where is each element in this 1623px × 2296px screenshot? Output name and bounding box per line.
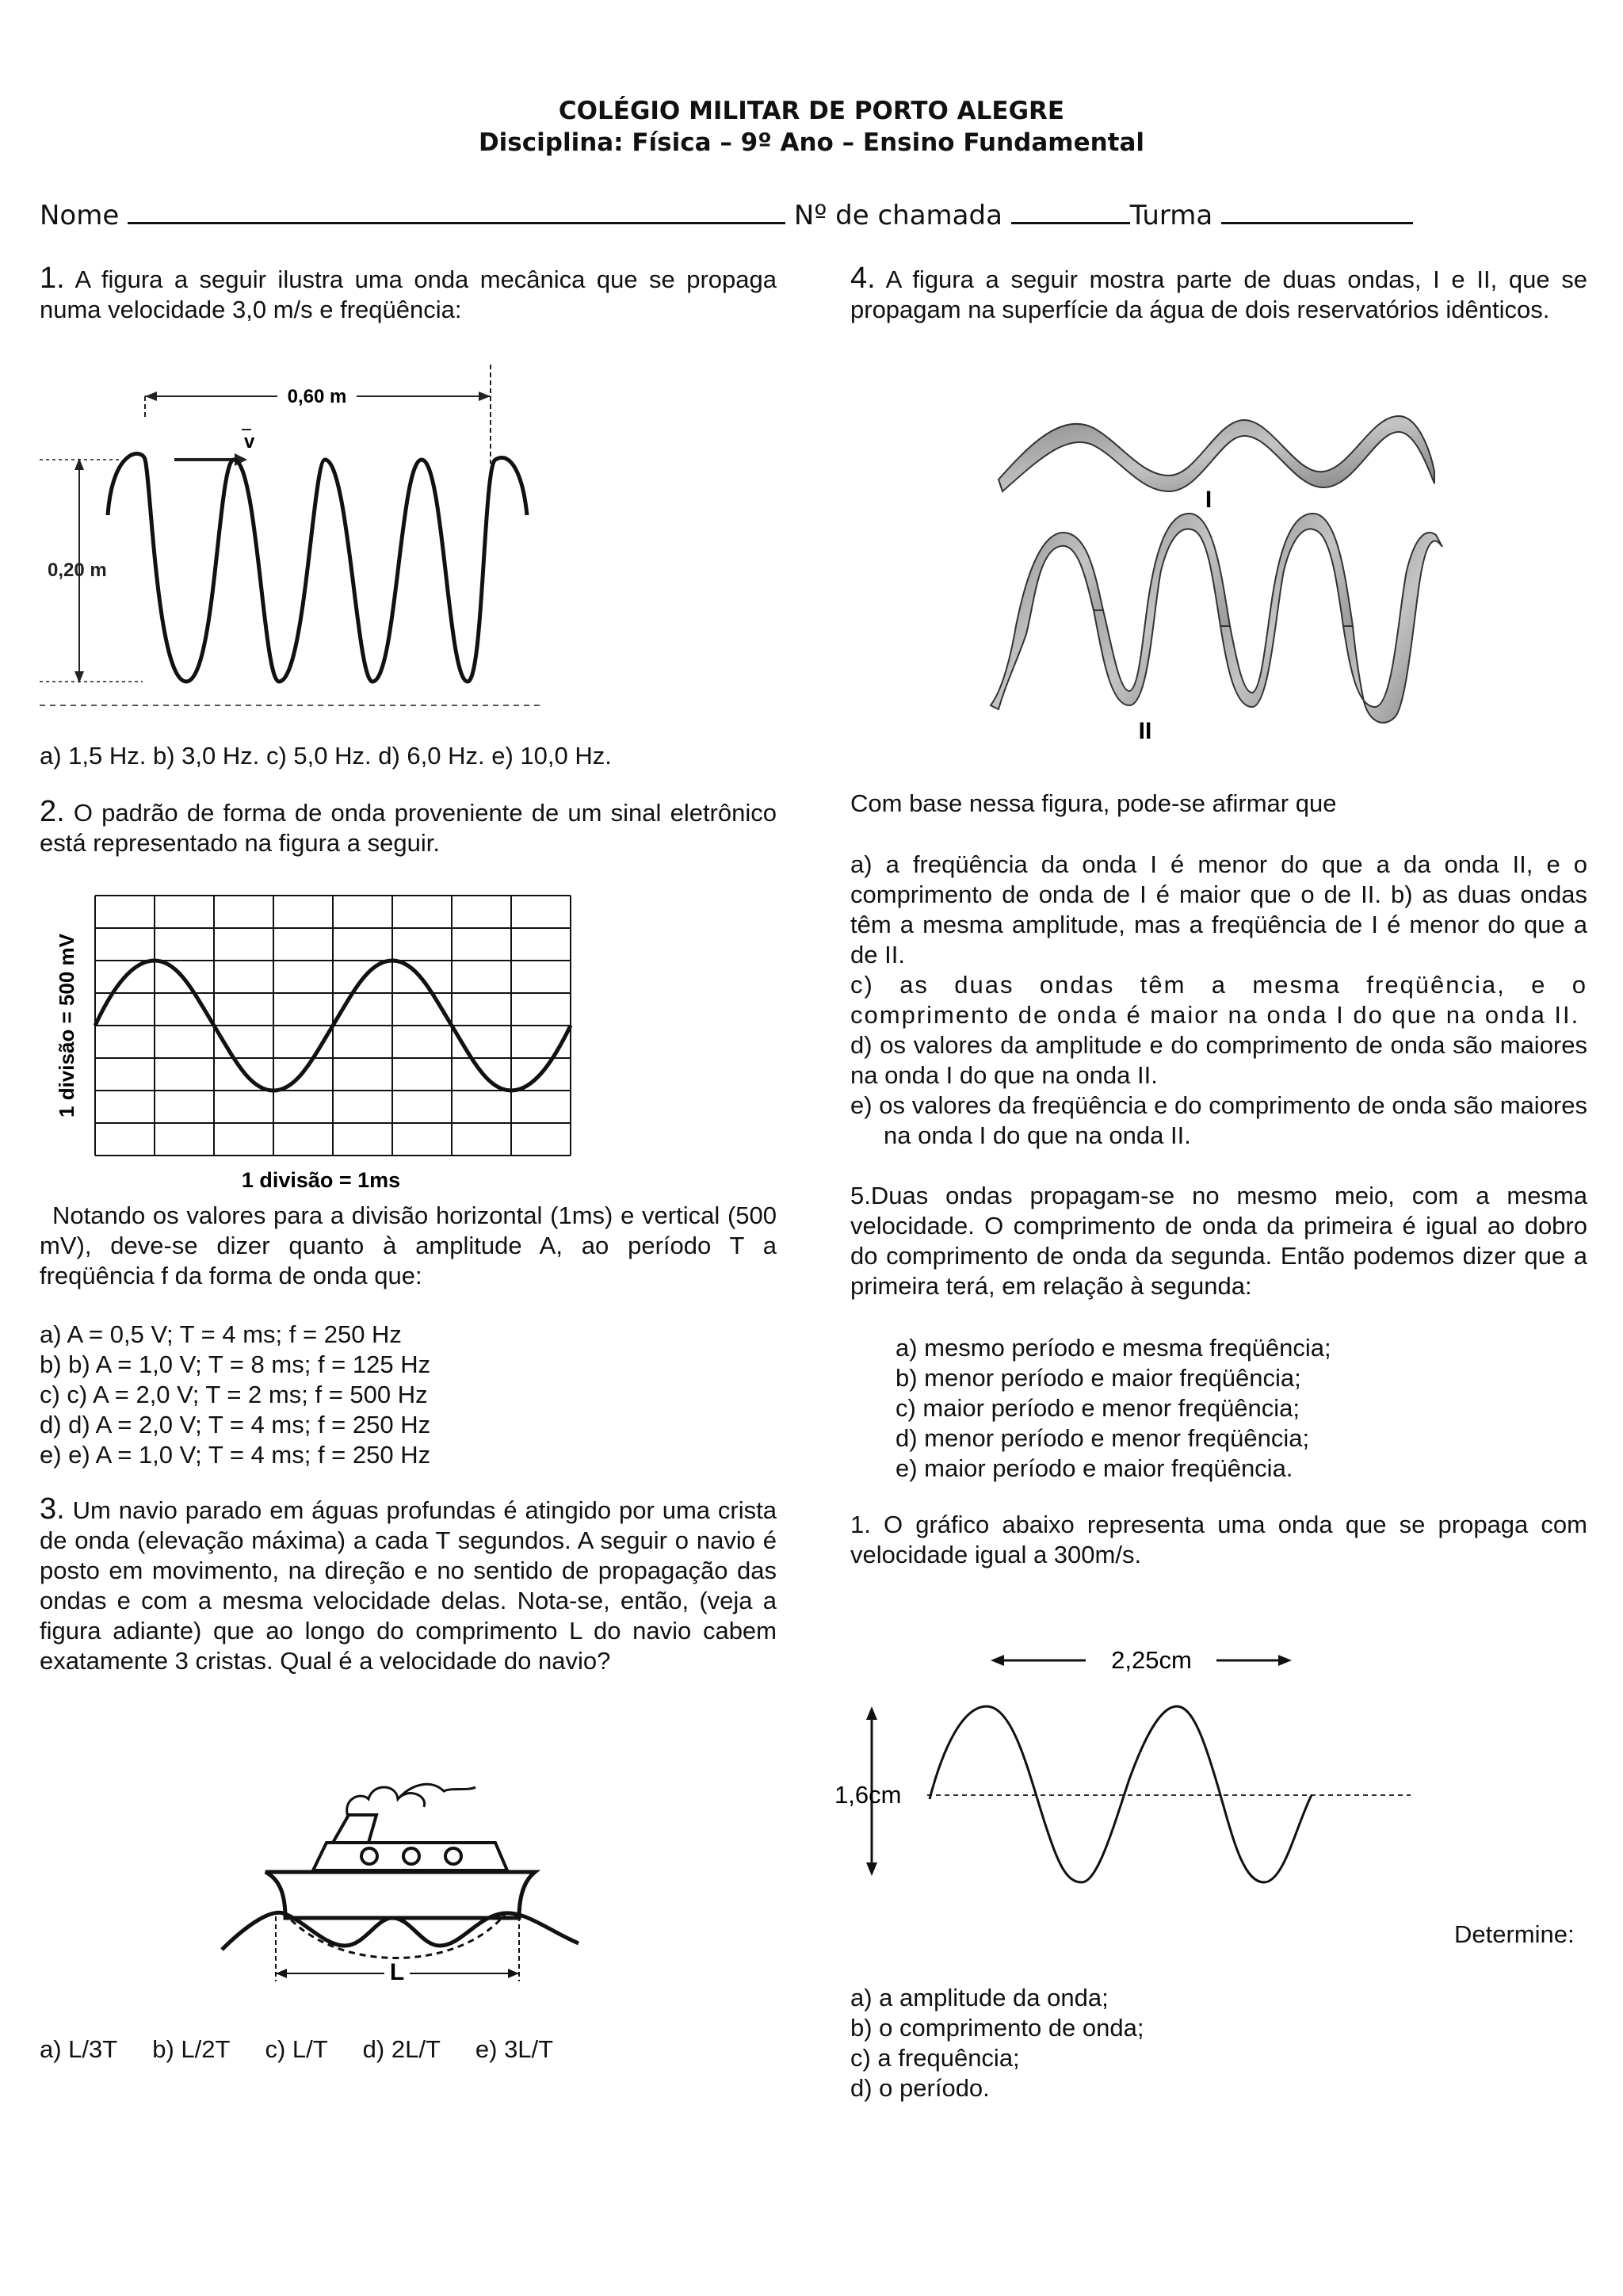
discipline-title: Disciplina: Física – 9º Ano – Ensino Fundamental (478, 128, 1145, 157)
class-field[interactable] (1221, 200, 1413, 224)
q2-x-axis-label: 1 divisão = 1ms (241, 1168, 401, 1192)
question-2-options (40, 1320, 430, 1470)
question-3-options (40, 2034, 553, 2065)
q1-width-label: 0,60 m (287, 386, 347, 407)
q3-option-d: d) 2L/T (362, 2035, 441, 2063)
q6-determine-label: Determine: (1454, 1920, 1575, 1948)
q3-ship-figure (214, 1736, 594, 1997)
question-1-statement: A figura a seguir ilustra uma onda mecânica que se propaga numa velocidade 3,0 m/s e freqüência: (40, 266, 777, 323)
q4-option-e: e) os valores da freqüência e do comprimento de onda são maiores na onda I do que na onda II. (850, 1091, 1587, 1149)
q6-item-a: a) a amplitude da onda; (850, 1984, 1109, 2011)
q6-item-c: c) a frequência; (850, 2044, 1020, 2072)
question-4-options (850, 850, 1587, 1151)
question-2-statement: O padrão de forma de onda proveniente de um sinal eletrônico está representado na figura a seguir. (40, 799, 777, 857)
q6-item-b: b) o comprimento de onda; (850, 2014, 1144, 2042)
school-title: COLÉGIO MILITAR DE PORTO ALEGRE (558, 97, 1065, 125)
question-2-number: 2. (40, 795, 65, 828)
q4-wave-2 (991, 514, 1442, 723)
q5-option-c: c) maior período e menor freqüência; (896, 1394, 1300, 1422)
question-2-continuation: Notando os valores para a divisão horizontal (1ms) e vertical (500 mV), deve-se dizer quanto à amplitude A, ao período T a freqüência f da forma de onda que: (40, 1201, 777, 1289)
question-3-text (40, 1494, 777, 1676)
q1-velocity-label: v (244, 431, 255, 453)
q4-label-2: II (1138, 718, 1152, 744)
name-label: Nome (40, 200, 120, 231)
question-6-items (850, 1983, 1144, 2103)
question-5-text: 5.Duas ondas propagam-se no mesmo meio, com a mesma velocidade. O comprimento de onda da primeira é igual ao dobro do comprimento de onda da segunda. Então podemos dizer que a primeira terá, em relação à segunda: (850, 1182, 1587, 1300)
q5-option-a: a) mesmo período e mesma freqüência; (896, 1334, 1331, 1362)
question-4-intro: Com base nessa figura, pode-se afirmar que (850, 789, 1337, 817)
q4-ribbon-waves-figure (983, 396, 1458, 745)
q1-height-label: 0,20 m (48, 560, 107, 581)
number-label: Nº de chamada (793, 200, 1002, 231)
q6-wave-figure (828, 1637, 1423, 1898)
q4-option-d: d) os valores da amplitude e do comprimento de onda são maiores na onda I do que na onda II. (850, 1031, 1587, 1089)
identification-line (40, 200, 1413, 231)
q5-option-b: b) menor período e maior freqüência; (896, 1364, 1301, 1392)
q3-length-label: L (389, 1959, 405, 1985)
q2-option-e: e) e) A = 1,0 V; T = 4 ms; f = 250 Hz (40, 1441, 431, 1469)
q5-option-e: e) maior período e maior freqüência. (896, 1454, 1293, 1482)
q4-option-c: c) as duas ondas têm a mesma freqüência, e o comprimento de onda é maior na onda I do que na onda II. (850, 971, 1587, 1029)
q3-option-c: c) L/T (265, 2035, 328, 2063)
question-1-number: 1. (40, 262, 65, 295)
q1-wave-figure (40, 357, 547, 713)
question-1-options: a) 1,5 Hz. b) 3,0 Hz. c) 5,0 Hz. d) 6,0 Hz. e) 10,0 Hz. (40, 742, 612, 770)
q4-option-a: a) a freqüência da onda I é menor do que a da onda II, e o comprimento de onda de I é maior que o de II. b) as duas ondas têm a mesma amplitude, mas a freqüência de I é menor do que a de II. (850, 850, 1587, 968)
q3-option-e: e) 3L/T (475, 2035, 554, 2063)
number-field[interactable] (1011, 200, 1130, 224)
q6-width-label: 2,25cm (1111, 1646, 1192, 1674)
q2-option-a: a) A = 0,5 V; T = 4 ms; f = 250 Hz (40, 1320, 402, 1348)
question-3-number: 3. (40, 1492, 65, 1526)
q1-wave (108, 453, 527, 682)
q6-item-d: d) o período. (850, 2074, 990, 2102)
q2-option-d: d) d) A = 2,0 V; T = 4 ms; f = 250 Hz (40, 1411, 431, 1438)
question-4-statement: A figura a seguir mostra parte de duas ondas, I e II, que se propagam na superfície da água de dois reservatórios idênticos. (850, 266, 1587, 323)
class-label: Turma (1129, 200, 1213, 231)
question-6-text: 1. O gráfico abaixo representa uma onda que se propaga com velocidade igual a 300m/s. (850, 1511, 1587, 1568)
q5-option-d: d) menor período e menor freqüência; (896, 1424, 1310, 1452)
question-5-options (896, 1333, 1331, 1484)
question-2-text (40, 797, 777, 858)
name-field[interactable] (128, 200, 785, 224)
q3-option-b: b) L/2T (152, 2035, 231, 2063)
question-4-text (850, 263, 1587, 325)
q4-label-1: I (1205, 487, 1212, 513)
q2-oscilloscope-figure (44, 888, 582, 1197)
q2-option-c: c) c) A = 2,0 V; T = 2 ms; f = 500 Hz (40, 1381, 428, 1408)
question-1-text (40, 263, 777, 325)
q3-option-a: a) L/3T (40, 2035, 118, 2063)
question-4-number: 4. (850, 262, 876, 295)
q2-y-axis-label: 1 divisão = 500 mV (55, 934, 78, 1117)
q2-option-b: b) b) A = 1,0 V; T = 8 ms; f = 125 Hz (40, 1350, 431, 1378)
q4-wave-1 (999, 416, 1434, 491)
q6-height-label: 1,6cm (834, 1781, 902, 1809)
question-3-statement: Um navio parado em águas profundas é atingido por uma crista de onda (elevação máxima) a cada T segundos. A seguir o navio é posto em movimento, na direção e no sentido de propagação das ondas e com a mesma velocidade delas. Nota-se, então, (veja a figura adiante) que ao longo do comprimento L do navio cabem exatamente 3 cristas. Qual é a velocidade do navio? (40, 1496, 777, 1675)
